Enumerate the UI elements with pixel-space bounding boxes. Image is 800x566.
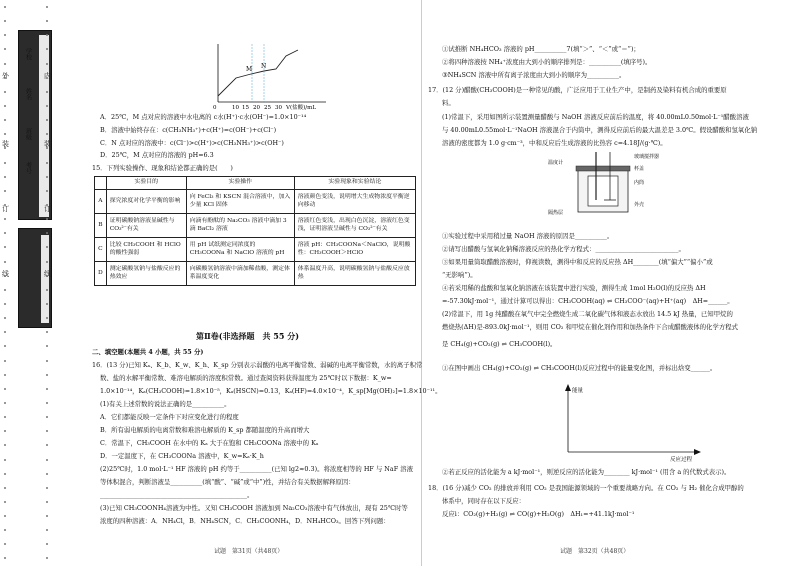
table-cell: D (95, 262, 107, 286)
table-header: 实验操作 (186, 177, 294, 190)
energy-diagram (548, 382, 708, 462)
inner-char: 线 (44, 270, 51, 278)
table-cell: 溶液颜色变浅，说明增大生成物浓度平衡逆向移动 (294, 190, 415, 214)
section-heading: 二、填空题(本题共 4 小题，共 55 分) (92, 348, 204, 356)
tick-label: 30 (275, 105, 282, 111)
part-two-heading: 第Ⅱ卷(非选择题 共 55 分) (196, 331, 300, 341)
q16-sub-line: ②将四种溶液按 NH₄⁺浓度由大到小的顺序排列是：__________(填序号)。 (442, 58, 652, 66)
table-row (95, 262, 416, 286)
q17-part1-line: ②请写出醋酸与氢氧化钠稀溶液反应的热化学方程式：__________________________。 (442, 245, 685, 253)
q16-line: (1)有关上述常数的说法正确的是__________。 (100, 400, 231, 408)
page-footer: 试题 第31页（共48页） (214, 548, 284, 555)
table-cell: 向滴有酚酞的 Na₂CO₃ 溶液中滴加 3 滴 BaCl₂ 溶液 (186, 214, 294, 238)
field-id: 考号 (24, 162, 32, 174)
column-divider (421, 0, 422, 566)
y-axis-label: 能量 (572, 388, 584, 394)
q17-line: 溶液的密度都为 1.0 g·cm⁻³，中和反应后生成溶液的比热容 c=4.18J/(g·℃)。 (442, 139, 667, 147)
q17-line: 17．(12 分)醋酸(CH₃COOH)是一种常见的酸，广泛应用于工业生产中，是制药及染料有机合成的重要原 (428, 86, 727, 94)
q16-sub-line: ③NH₄SCN 溶液中所有离子浓度由大到小的顺序为__________。 (442, 71, 626, 79)
field-school: 学校 (24, 48, 32, 60)
lid (576, 166, 630, 171)
q17-part1-line: “无影响”)。 (442, 271, 477, 279)
q14-option-a: A．25℃，M 点对应的溶液中水电离的 c水(H⁺)·c水(OH⁻)=1.0×10⁻¹⁴ (100, 113, 307, 121)
field-name: 姓名 (24, 88, 32, 100)
table-cell: C (95, 238, 107, 262)
label-outer-shell: 外壳 (634, 202, 645, 208)
titration-chart (206, 40, 356, 110)
q17-part1-line: ④若采用稀的盐酸和氢氧化钠溶液在该装置中进行实验，测得生成 1mol H₂O(l)的反应热 ΔH (442, 284, 706, 292)
label-insulation: 隔热层 (548, 210, 564, 216)
q16-sub-line: ①试推断 NH₄HCO₃ 溶液的 pH__________7(填“＞”、“＜”或“＝”)； (442, 45, 640, 53)
table-row (95, 214, 416, 238)
titration-curve (218, 50, 298, 96)
perforation-inner (44, 6, 50, 560)
table-cell: 溶液红色变浅，出现白色沉淀，溶液红色变浅，证明溶液呈碱性与 CO₃²⁻有关 (294, 214, 415, 238)
outer-char: 线 (2, 270, 9, 278)
q16-line: 等体积混合，判断溶液呈__________(填“酸”、“碱”或“中”)性，并结合有关数据解释原因： (100, 478, 355, 486)
point-label: M (246, 66, 253, 73)
label-stirrer: 玻璃搅拌器 (634, 154, 660, 160)
inner-char: 内 (44, 72, 51, 80)
tick-label: 20 (253, 105, 260, 111)
q16-line: 16．(13 分)已知 Kₐ、K_b、K_w、K_h、K_sp 分别表示弱酸的电离平衡常数、弱碱的电离平衡常数，水的离子积常 (92, 361, 423, 369)
perforation-outer (2, 6, 8, 560)
label-inner-cup: 内筒 (634, 180, 645, 186)
q17-part1-line: =-57.30kJ·mol⁻¹，通过计算可以得出：CH₃COOH(aq) ⇌ CH₃COO⁻(aq)+H⁺(aq) ΔH=______。 (442, 297, 734, 305)
q16-line: (3)已知 CH₃COONH₄溶液为中性。又知 CH₃COOH 溶液加到 Na₂CO₃溶液中有气体放出，现有 25℃时等 (100, 504, 408, 512)
q16-line: 数、盐的水解平衡常数、难溶电解质的溶度积常数。通过查阅资料获得温度为 25℃时以下数据：K_w= (100, 374, 392, 382)
page-footer: 试题 第32页（共48页） (560, 548, 630, 555)
table-cell: 溶液 pH：CH₃COONa＜NaClO，说明酸性：CH₃COOH＞HClO (294, 238, 415, 262)
table-cell: 证明碳酸钠溶液显碱性与 CO₃²⁻有关 (106, 214, 186, 238)
q18-line: 18．(16 分)减少 CO₂ 的排放并利用 CO₂ 是我国能源领域的一个重要战略方向。在 CO₂ 与 H₂ 催化合成甲醇的 (428, 484, 744, 492)
field-class: 班级 (24, 128, 32, 140)
q14-option-d: D．25℃，M 点对应的溶液的 pH=6.3 (100, 151, 214, 159)
label-thermometer: 温度计 (548, 160, 564, 166)
table-header: 实验现象和实验结论 (294, 177, 415, 190)
q16-line: ______________________________________________。 (100, 491, 254, 499)
left-page (86, 0, 442, 566)
q17-part1-line: ③如果用量筒取醋酸溶液时，仰视读数，测得中和反应的反应热 ΔH________(填“偏大”“偏小”或 (442, 258, 713, 266)
q17-part2-line: ①在图中画出 CH₄(g)+CO₂(g) ⇌ CH₃COOH(l)反应过程中的能量变化图，并标出焓变______。 (442, 364, 717, 372)
q17-part2-line: 燃烧热(ΔH)是-893.0kJ·mol⁻¹，则用 CO₂ 和甲烷在催化剂作用和加热条件下合成醋酸液体的化学方程式 (442, 323, 739, 331)
q14-option-c: C．N 点对应的溶液中：c(Cl⁻)>c(H⁺)>c(CH₃NH₃⁺)>c(OH⁻) (100, 139, 284, 147)
q18-line: 反应ⅰ：CO₂(g)+H₂(g) ⇌ CO(g)+H₂O(g) ΔH₁=+41.1kJ·mol⁻¹ (442, 510, 635, 518)
q18-line: 体系中，同时存在以下反应： (442, 497, 526, 505)
table-row (95, 190, 416, 214)
q16-line: D．一定温度下，在 CH₃COONa 溶液中，K_w=Kₐ·K_h (100, 452, 264, 460)
table-header (95, 177, 107, 190)
calorimeter-diagram (548, 150, 668, 220)
inner-char: 订 (44, 205, 51, 213)
q17-part2-line: 是 CH₄(g)+CO₂(g) ⇌ CH₃COOH(l)。 (442, 340, 557, 348)
tick-label: 15 (242, 105, 249, 111)
binding-strip (0, 0, 50, 566)
table-cell: 体系温度升高，说明碳酸氢钠与盐酸反应放热 (294, 262, 415, 286)
outer-char: 装 (2, 140, 9, 148)
table-cell: A (95, 190, 107, 214)
label-lid: 杯盖 (634, 166, 645, 172)
q17-part2-line: (2)常温下，用 1g 纯醋酸在氧气中完全燃烧生成二氧化碳气体和液态水放出 14.5 kJ 热量，已知甲烷的 (442, 310, 733, 318)
outer-char: 外 (2, 72, 9, 80)
q17-line: 料。 (442, 99, 455, 107)
q14-option-b: B．溶液中始终存在：c(CH₃NH₃⁺)+c(H⁺)=c(OH⁻)+c(Cl⁻) (100, 126, 277, 134)
q17-line: 与 40.00mL0.55mol·L⁻¹NaOH 溶液混合于内筒中，测得反应前后的最大温差是 3.0℃。假设醋酸和氢氧化钠 (442, 126, 758, 134)
tick-label: 25 (264, 105, 271, 111)
tick-label: 10 (232, 105, 239, 111)
q17-line: (1)常温下，采用如图所示装置测量醋酸与 NaOH 溶液反应前后的温度，将 40.00mL0.50mol·L⁻¹醋酸溶液 (442, 113, 749, 121)
x-axis-label: 反应过程 (670, 457, 693, 463)
q15-stem: 15．下列实验操作、现象和结论都正确的是( ) (92, 164, 233, 172)
table-cell: B (95, 214, 107, 238)
table-cell: 用 pH 试纸测定同浓度的 CH₃COONa 和 NaClO 溶液的 pH (186, 238, 294, 262)
table-cell: 比较 CH₃COOH 和 HClO 的酸性强弱 (106, 238, 186, 262)
q16-line: B．所有弱电解质的电离常数和难溶电解质的 K_sp 都随温度的升高而增大 (100, 426, 310, 434)
right-page (428, 0, 773, 566)
experiment-table (94, 176, 416, 286)
table-row (95, 238, 416, 262)
q16-line: C．常温下，CH₃COOH 在水中的 Kₐ 大于在饱和 CH₃COONa 溶液中的 Kₐ (100, 439, 319, 447)
table-header: 实验目的 (106, 177, 186, 190)
inner-cup (588, 176, 618, 206)
outer-char: 订 (2, 205, 9, 213)
table-header-row (95, 177, 416, 190)
q17-activation-line: ②若正反应的活化能为 a kJ·mol⁻¹，则逆反应的活化能为________ kJ·mol⁻¹ (用含 a 的代数式表示)。 (442, 468, 731, 476)
table-cell: 向碳酸氢钠溶液中滴加稀盐酸，测定体系温度变化 (186, 262, 294, 286)
q16-line: 1.0×10⁻¹⁴，Kₐ(CH₃COOH)=1.8×10⁻⁵，Kₐ(HSCN)=0.13，Kₐ(HF)=4.0×10⁻⁴，K_sp[Mg(OH)₂]=1.8×10⁻¹¹。 (100, 387, 442, 395)
table-cell: 向 FeCl₃ 和 KSCN 混合溶液中，加入少量 KCl 固体 (186, 190, 294, 214)
q16-line: A．它们都能反映一定条件下对应变化进行的程度 (100, 413, 239, 421)
point-label: N (261, 63, 267, 70)
tick-label: 0 (213, 105, 217, 111)
x-axis-label: V(盐酸)/mL (286, 105, 316, 111)
q17-part1-line: ①实验过程中采用稍过量 NaOH 溶液的原因是__________。 (442, 232, 614, 240)
table-cell: 测定碳酸氢钠与盐酸反应的热效应 (106, 262, 186, 286)
q16-line: 浓度的四种溶液：A．NH₄Cl，B．NH₄SCN，C．CH₃COONH₄，D．NH₄HCO₃。回答下列问题： (100, 517, 390, 525)
q16-line: (2)25℃时，1.0 mol·L⁻¹ HF 溶液的 pH 约等于__________(已知 lg2≈0.3)。将浓度相等的 HF 与 NaF 溶液 (100, 465, 413, 473)
table-cell: 探究浓度对化学平衡的影响 (106, 190, 186, 214)
inner-char: 装 (44, 140, 51, 148)
